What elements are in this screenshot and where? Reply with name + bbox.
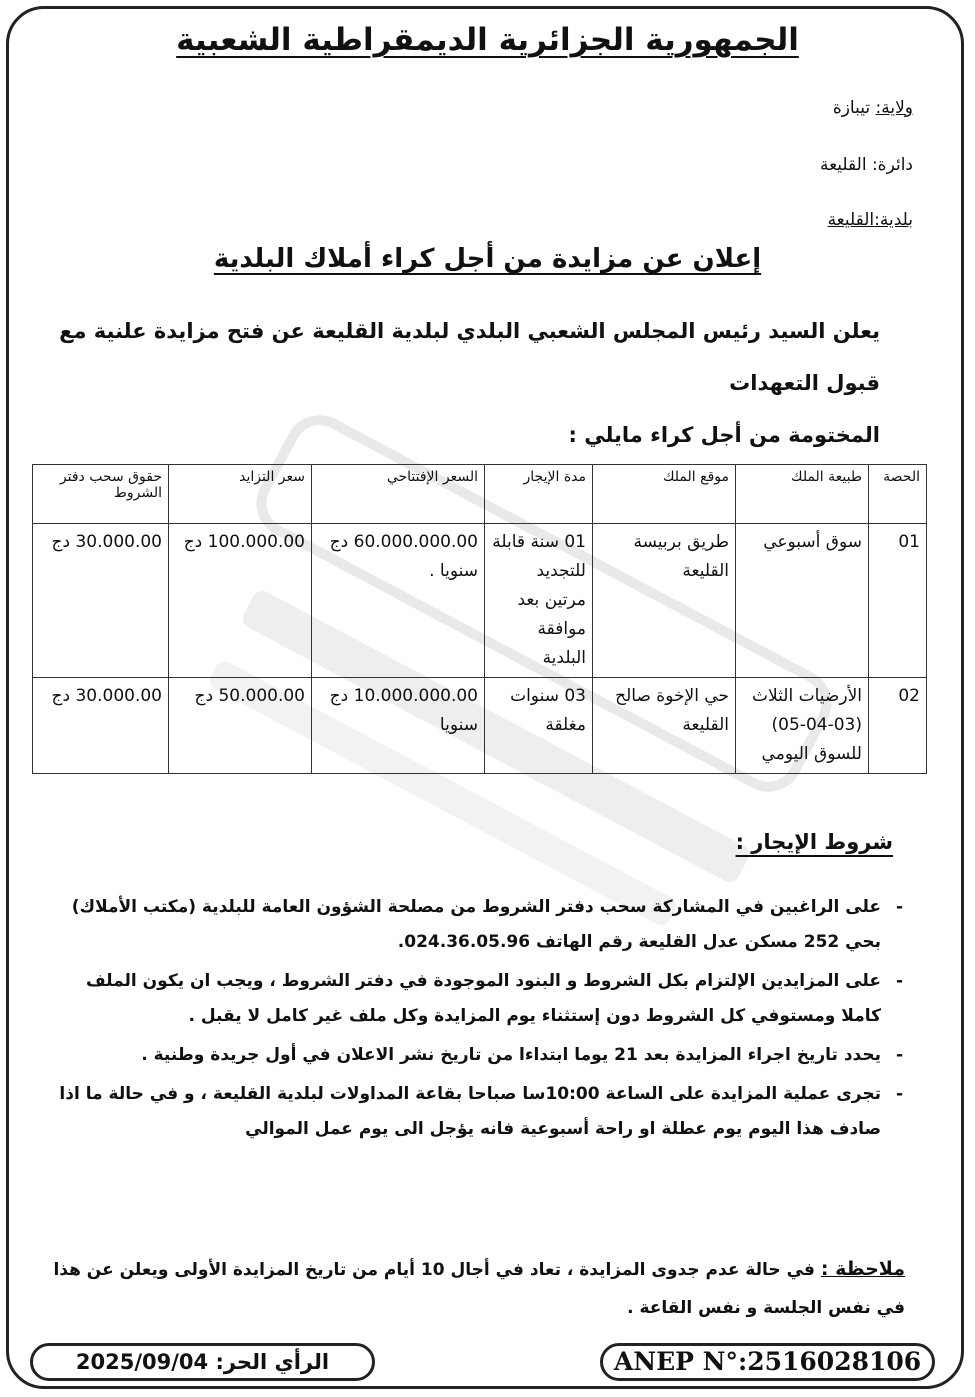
col-header-duration: مدة الإيجار — [485, 465, 593, 524]
cell-lot: 02 — [869, 678, 927, 774]
conditions-list — [53, 890, 903, 1151]
table-header-row — [33, 465, 927, 524]
intro-line-2: المختومة من أجل كراء مايلي : — [568, 423, 880, 447]
daira-line — [820, 155, 913, 175]
cell-opening-price: 60.000.000.00 دج سنويا . — [312, 524, 485, 678]
list-item: - يحدد تاريخ اجراء المزايدة بعد 21 يوما ابتداءا من تاريخ نشر الاعلان في أول جريدة وطنية . — [53, 1038, 903, 1073]
list-item: - تجرى عملية المزايدة على الساعة 10:00سا صباحا بقاعة المداولات لبلدية القليعة ، و في حالة ما اذا صادف هذا اليوم يوم عطلة او راحة أسبوعية فانه يؤجل الى يوم عمل الموالي — [53, 1077, 903, 1147]
cell-property-type: الأرضيات الثلاث (03-04-05) للسوق اليومي — [736, 678, 869, 774]
lots-table — [32, 464, 927, 774]
announcement-intro — [50, 305, 880, 461]
wilaya-line — [833, 98, 913, 118]
daira-value: القليعة — [819, 155, 872, 175]
baladia-line — [828, 210, 913, 230]
cell-duration: 03 سنوات مغلقة — [485, 678, 593, 774]
cell-location: طريق بربيسة القليعة — [593, 524, 736, 678]
col-header-property-type: طبيعة الملك — [736, 465, 869, 524]
table-row — [33, 678, 927, 774]
republic-title: الجمهورية الجزائرية الديمقراطية الشعبية — [176, 22, 799, 58]
baladia-label: بلدية: — [874, 210, 913, 230]
baladia-value: القليعة — [827, 210, 875, 230]
note-text: في حالة عدم جدوى المزايدة ، تعاد في أجال 10 أيام من تاريخ المزايدة الأولى ويعلن عن هذا في نفس الجلسة و نفس القاعة . — [53, 1260, 905, 1318]
col-header-lot: الحصة — [869, 465, 927, 524]
announcement-title: إعلان عن مزايدة من أجل كراء أملاك البلدية — [213, 244, 762, 274]
cell-spec-fee: 30.000.00 دج — [33, 524, 169, 678]
cell-spec-fee: 30.000.00 دج — [33, 678, 169, 774]
col-header-opening-price: السعر الإفتتاحي — [312, 465, 485, 524]
col-header-increment: سعر التزايد — [169, 465, 312, 524]
cell-increment: 50.000.00 دج — [169, 678, 312, 774]
col-header-spec-fee: حقوق سحب دفتر الشروط — [33, 465, 169, 524]
list-item: - على الراغبين في المشاركة سحب دفتر الشروط من مصلحة الشؤون العامة للبلدية (مكتب الأملاك) بحي 252 مسكن عدل القليعة رقم الهاتف 024.36.05.96. — [53, 890, 903, 960]
note-label: ملاحظة : — [820, 1258, 905, 1280]
cell-property-type: سوق أسبوعي — [736, 524, 869, 678]
cell-increment: 100.000.00 دج — [169, 524, 312, 678]
conditions-title: شروط الإيجار : — [735, 830, 893, 854]
anep-number-badge: ANEP N°:2516028106 — [600, 1343, 935, 1381]
table-row — [33, 524, 927, 678]
cell-duration: 01 سنة قابلة للتجديد مرتين بعد موافقة البلدية — [485, 524, 593, 678]
newspaper-date-badge: الرأي الحر: 2025/09/04 — [30, 1343, 375, 1381]
note-paragraph — [50, 1250, 905, 1327]
cell-location: حي الإخوة صالح القليعة — [593, 678, 736, 774]
cell-lot: 01 — [869, 524, 927, 678]
cell-opening-price: 10.000.000.00 دج سنويا — [312, 678, 485, 774]
wilaya-value: تيبازة — [832, 98, 876, 118]
daira-label: دائرة: — [871, 155, 913, 175]
intro-line-1: يعلن السيد رئيس المجلس الشعبي البلدي لبلدية القليعة عن فتح مزايدة علنية مع قبول التعهدات — [59, 319, 880, 395]
wilaya-label: ولاية: — [875, 98, 913, 118]
col-header-location: موقع الملك — [593, 465, 736, 524]
list-item: - على المزايدين الإلتزام بكل الشروط و البنود الموجودة في دفتر الشروط ، ويجب ان يكون الملف كاملا ومستوفي كل الشروط دون إستثناء يوم المزايدة وكل ملف غير كامل لا يقبل . — [53, 964, 903, 1034]
